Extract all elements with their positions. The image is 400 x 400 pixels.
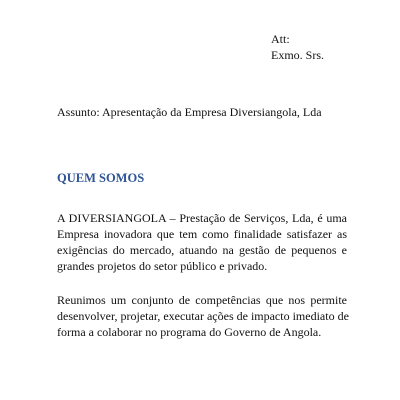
paragraph-line: Empresa inovadora que tem como finalidade satisfazer as [57,227,347,241]
paragraph-line: exigências do mercado, atuando na gestão de pequenos e [57,243,347,257]
paragraph-line: Reunimos um conjunto de competências que nos permite [57,293,347,307]
attention-label: Att: [271,32,290,46]
recipient-label: Exmo. Srs. [271,48,325,62]
section-heading: QUEM SOMOS [57,171,145,185]
addressee-block [271,31,324,63]
paragraph-line: desenvolver, projetar, executar ações de impacto imediato de [57,309,349,323]
paragraph-line: grandes projetos do setor público e privado. [57,259,268,273]
paragraph-line: A DIVERSIANGOLA – Prestação de Serviços, Lda, é uma [57,211,347,225]
subject-line: Assunto: Apresentação da Empresa Diversiangola, Lda [57,105,322,119]
paragraph-about [57,210,347,274]
paragraph-competencies [57,292,347,340]
paragraph-line: forma a colaborar no programa do Governo de Angola. [57,325,322,339]
